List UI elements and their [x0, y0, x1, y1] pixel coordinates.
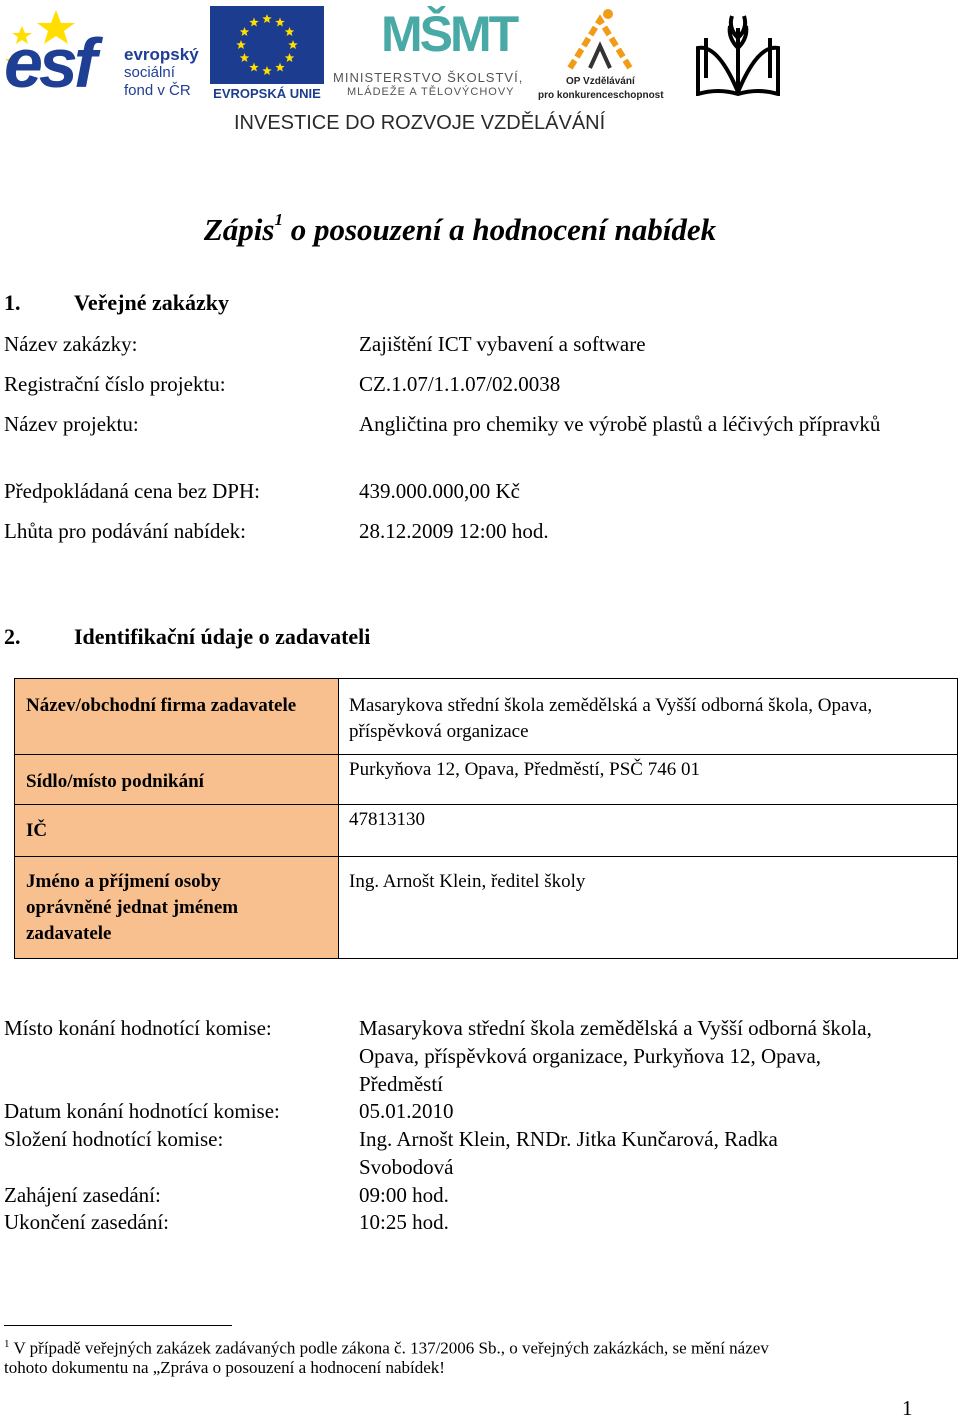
field-label: Název zakázky:	[4, 332, 138, 356]
op-logo	[536, 6, 666, 102]
eu-caption: EVROPSKÁ UNIE	[213, 86, 321, 101]
field-label: Název projektu:	[4, 412, 139, 436]
title-main: Zápis	[203, 212, 275, 247]
page-title	[0, 209, 920, 248]
field-label: Lhůta pro podávání nabídek:	[4, 519, 247, 543]
banner-text: INVESTICE DO ROZVOJE VZDĚLÁVÁNÍ	[234, 112, 606, 134]
row-label: Sídlo/místo podnikání	[26, 771, 204, 792]
table-value	[339, 755, 958, 805]
field-label: Místo konání hodnotící komise:	[4, 1016, 272, 1040]
section1-heading	[4, 290, 229, 316]
field-label: Datum konání hodnotící komise:	[4, 1099, 280, 1123]
field-value: Ing. Arnošt Klein, RNDr. Jitka Kunčarová, Radka Svobodová	[359, 1127, 778, 1179]
section1-number: 1.	[4, 290, 21, 315]
field-value: Zajištění ICT vybavení a software	[359, 332, 646, 356]
row-label: Jméno a příjmení osoby oprávněné jednat jménem zadavatele	[26, 871, 239, 944]
contracting-authority-table	[14, 678, 958, 959]
title-rest: o posouzení a hodnocení nabídek	[282, 212, 717, 247]
row-value: 47813130	[349, 809, 425, 830]
section2-number: 2.	[4, 624, 21, 649]
table-row	[15, 805, 958, 857]
row-value: Purkyňova 12, Opava, Předměstí, PSČ 746 01	[349, 759, 700, 780]
field-label: Předpokládaná cena bez DPH:	[4, 479, 260, 503]
eu-logo	[210, 6, 324, 102]
table-row	[15, 755, 958, 805]
school-logo	[692, 8, 784, 96]
field-value: Angličtina pro chemiky ve výrobě plastů a léčivých přípravků	[359, 412, 881, 436]
table-key	[15, 679, 339, 755]
footnote-line1: V případě veřejných zakázek zadávaných podle zákona č. 137/2006 Sb., o veřejných zakázkách, se mění název	[9, 1338, 769, 1358]
footnote-divider	[4, 1325, 232, 1326]
esf-line2: sociální	[124, 64, 175, 81]
table-value	[339, 857, 958, 959]
op-figure-icon	[560, 6, 640, 74]
field-value: CZ.1.07/1.1.07/02.0038	[359, 372, 561, 396]
row-label: IČ	[26, 820, 48, 841]
msmt-logo	[333, 4, 529, 102]
esf-mark: esf	[4, 24, 94, 102]
field-value: 09:00 hod.	[359, 1183, 449, 1207]
msmt-mark: MŠMT	[381, 6, 517, 62]
field-value: 10:25 hod.	[359, 1210, 449, 1234]
section2-title: Identifikační údaje o zadavateli	[74, 624, 371, 649]
op-line1: OP Vzdělávání	[566, 76, 635, 87]
eu-flag-icon	[210, 6, 324, 84]
field-label: Složení hodnotící komise:	[4, 1127, 224, 1151]
field-value: 05.01.2010	[359, 1099, 454, 1123]
op-line2: pro konkurenceschopnost	[538, 90, 664, 101]
esf-logo	[4, 6, 202, 102]
title-footnote-ref: 1	[274, 209, 283, 229]
section1-title: Veřejné zakázky	[74, 290, 229, 315]
row-label: Název/obchodní firma zadavatele	[26, 695, 297, 716]
field-label: Registrační číslo projektu:	[4, 372, 226, 396]
esf-line1: evropský	[124, 45, 199, 64]
table-key	[15, 805, 339, 857]
table-key	[15, 857, 339, 959]
book-wheat-icon	[692, 8, 784, 96]
msmt-line1: MINISTERSTVO ŠKOLSTVÍ,	[333, 70, 524, 85]
field-value: 28.12.2009 12:00 hod.	[359, 519, 549, 543]
field-label: Zahájení zasedání:	[4, 1183, 161, 1207]
table-key	[15, 755, 339, 805]
table-value	[339, 679, 958, 755]
row-value: Masarykova střední škola zemědělská a Vyšší odborná škola, Opava, příspěvková organizace	[349, 695, 873, 742]
page-number: 1	[902, 1396, 913, 1420]
logo-strip	[0, 0, 960, 140]
table-row	[15, 679, 958, 755]
msmt-line2: MLÁDEŽE A TĚLOVÝCHOVY	[347, 86, 515, 98]
table-value	[339, 805, 958, 857]
footnote-marker: 1	[4, 1338, 10, 1350]
esf-line3: fond v ČR	[124, 82, 191, 99]
field-value: 439.000.000,00 Kč	[359, 479, 520, 503]
footnote-line2: tohoto dokumentu na „Zpráva o posouzení a hodnocení nabídek!	[4, 1358, 445, 1377]
table-row	[15, 857, 958, 959]
field-label: Ukončení zasedání:	[4, 1210, 170, 1234]
section2-heading	[4, 624, 370, 650]
row-value: Ing. Arnošt Klein, ředitel školy	[349, 871, 586, 892]
field-value: Masarykova střední škola zemědělská a Vyšší odborná škola, Opava, příspěvková organizace, Purkyňova 12, Opava, Předměstí	[359, 1016, 872, 1096]
